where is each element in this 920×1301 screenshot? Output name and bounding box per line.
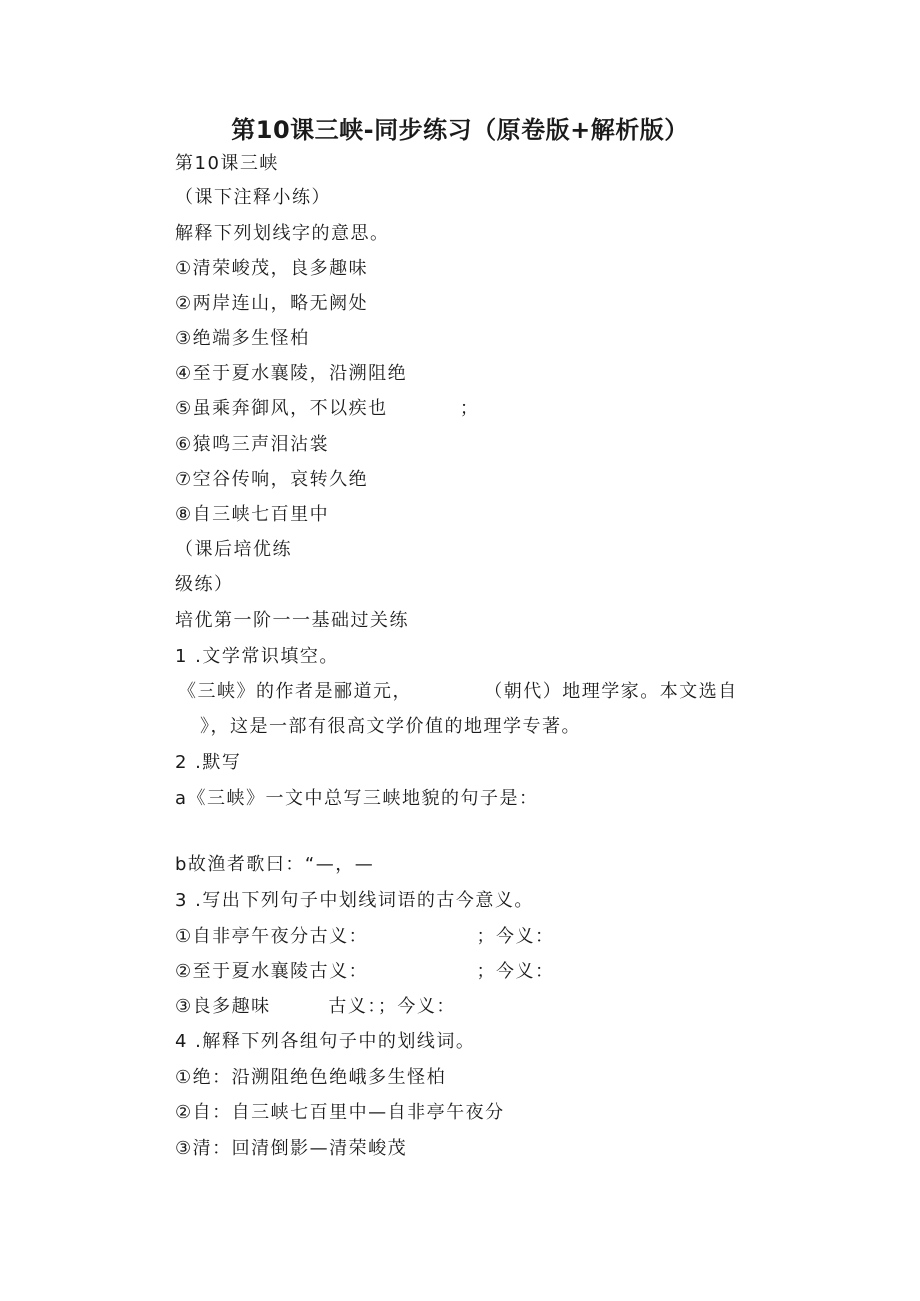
section-label-level: 级练） [175, 574, 234, 595]
section-label-notes: （课下注释小练） [175, 187, 331, 208]
level-heading: 培优第一阶一一基础过关练 [175, 610, 409, 631]
question-4-item-1: ①绝：沿溯阻绝色绝峨多生怪柏 [175, 1067, 447, 1088]
question-4: 4 .解释下列各组句子中的划线词。 [175, 1031, 476, 1052]
item-1: ①清荣峻茂，良多趣味 [175, 258, 369, 279]
question-3-item-3: ③良多趣味 古义：；今义： [175, 996, 456, 1017]
question-2a: a《三峡》一文中总写三峡地貌的句子是： [175, 788, 539, 809]
item-8: ⑧自三峡七百里中 [175, 504, 330, 525]
question-4-item-2: ②自：自三峡七百里中—自非亭午夜分 [175, 1102, 505, 1123]
instruction: 解释下列划线字的意思。 [175, 223, 390, 244]
question-3-item-2: ②至于夏水襄陵古义： ；今义： [175, 961, 555, 982]
question-3-item-1: ①自非亭午夜分古义： ；今义： [175, 926, 555, 947]
item-4: ④至于夏水襄陵，沿溯阻绝 [175, 363, 408, 384]
item-7: ⑦空谷传响，哀转久绝 [175, 469, 369, 490]
item-6: ⑥猿鸣三声泪沾裳 [175, 434, 330, 455]
page-title: 第10课三峡-同步练习（原卷版+解析版） [231, 116, 689, 144]
item-2: ②两岸连山，略无阙处 [175, 293, 369, 314]
lesson-heading: 第10课三峡 [175, 153, 279, 174]
item-5: ⑤虽乘奔御风，不以疾也 ； [175, 398, 480, 419]
question-3: 3 .写出下列句子中划线词语的古今意义。 [175, 890, 534, 911]
question-1-text: 《三峡》的作者是郦道元， （朝代）地理学家。本文选自 [178, 681, 738, 702]
section-label-after-class: （课后培优练 [175, 539, 292, 560]
question-1: 1 .文学常识填空。 [175, 646, 339, 667]
question-4-item-3: ③清：回清倒影—清荣峻茂 [175, 1138, 408, 1159]
question-1-text-cont: 》，这是一部有很高文学价值的地理学专著。 [200, 716, 581, 737]
question-2: 2 .默写 [175, 752, 242, 773]
question-2b: b故渔者歌曰：“—，— [175, 854, 375, 875]
item-3: ③绝端多生怪柏 [175, 328, 310, 349]
